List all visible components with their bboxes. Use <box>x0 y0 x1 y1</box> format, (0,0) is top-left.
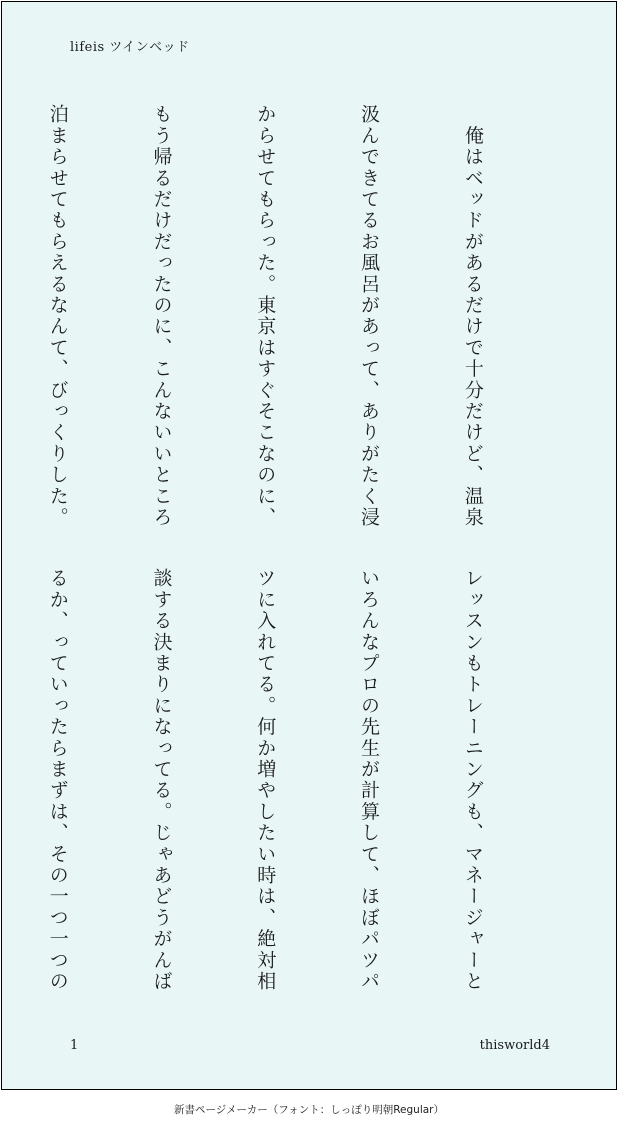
running-header-title: lifeis ツインベッド <box>70 40 190 55</box>
text-line: もう帰るだけだったのに、こんないいところ <box>150 104 173 528</box>
text-block-top <box>46 104 559 528</box>
text-line: 談する決まりになってる。じゃあどうがんば <box>150 568 173 992</box>
text-line: レッスンもトレーニングも、マネージャーと <box>461 568 484 992</box>
page-number: 1 <box>70 1038 79 1053</box>
text-line: からせてもらった。東京はすぐそこなのに、 <box>254 104 277 528</box>
generator-credit: 新書ページメーカー（フォント：しっぽり明朝Regular） <box>173 1104 444 1116</box>
text-line: 汲んできてるお風呂があって、ありがたく浸 <box>358 104 381 528</box>
text-line: 俺はベッドがあるだけで十分だけど、温泉 <box>461 104 484 528</box>
book-page <box>1 1 617 1090</box>
text-line: ツに入れてる。何か増やしたい時は、絶対相 <box>254 568 277 992</box>
text-line: いろんなプロの先生が計算して、ほぼパツパ <box>358 568 381 992</box>
text-line: るか、っていったらまずは、その一つ一つの <box>46 568 69 992</box>
author-name: thisworld4 <box>479 1038 550 1053</box>
text-line: 泊まらせてもらえるなんて、びっくりした。 <box>46 104 69 528</box>
text-block-bottom <box>46 568 559 992</box>
